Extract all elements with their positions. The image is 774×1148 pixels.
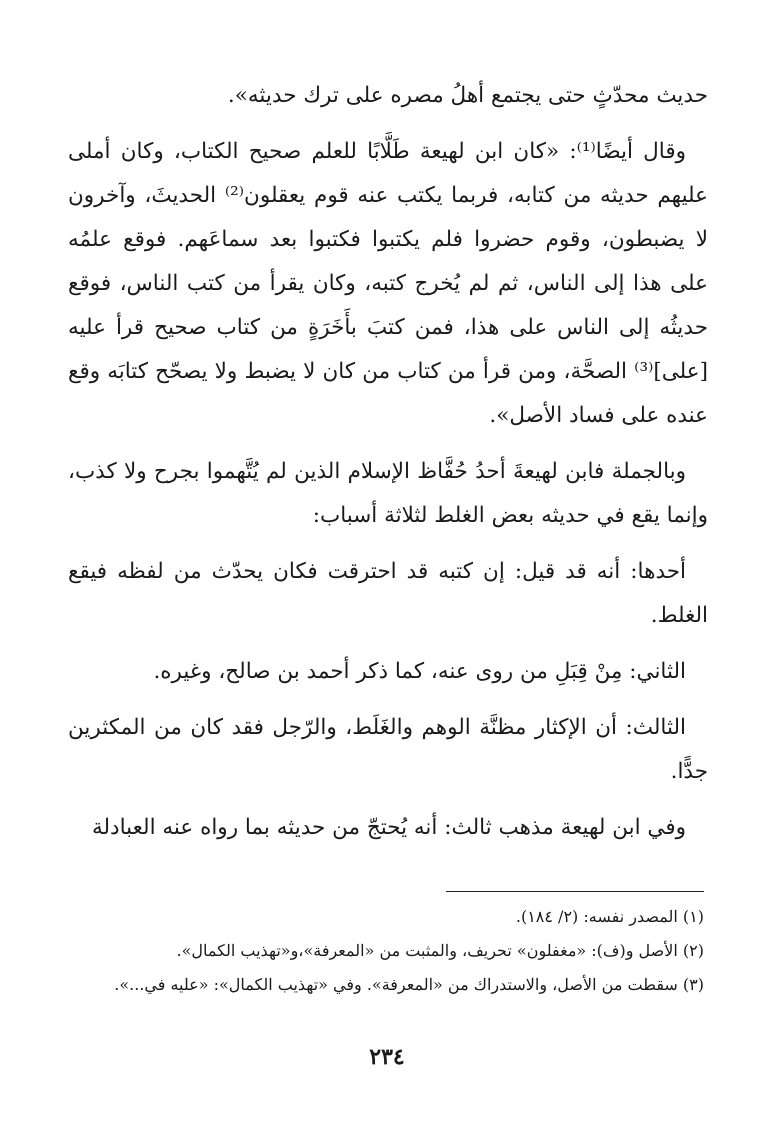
- paragraph-reason-three: الثالث: أن الإكثار مظنَّة الوهم والغَلَط، والرّجل فقد كان من المكثرين جدًّا.: [68, 715, 708, 784]
- main-text: [68, 74, 708, 862]
- paragraph-third-school: وفي ابن لهيعة مذهب ثالث: أنه يُحتجّ من حديثه بما رواه عنه العبادلة: [91, 815, 686, 840]
- paragraph-reason-two: الثاني: مِنْ قِبَلِ من روى عنه، كما ذكر أحمد بن صالح، وغيره.: [153, 659, 686, 684]
- page-number: ٢٣٤: [369, 1044, 405, 1070]
- footnotes: [60, 900, 704, 1002]
- paragraph-quote-end: حديث محدّثٍ حتى يجتمع أهلُ مصره على ترك حديثه».: [227, 83, 708, 108]
- footnote-divider: [446, 891, 704, 892]
- footnote-1: (١) المصدر نفسه: (٢/ ١٨٤).: [515, 907, 704, 926]
- paragraph-also-said: وقال أيضًا⁽¹⁾: «كان ابن لهيعة طَلَّابًا للعلم صحيح الكتاب، وكان أملى عليهم حديثه من كتابه، فربما يكتب عنه قوم يعقلون⁽²⁾ الحديثَ، وآخرون لا يضبطون، وقوم حضروا فلم يكتبوا فكتبوا بعد سماعَهم. فوقع علمُه على هذا إلى الناس، ثم لم يُخرج كتبه، وكان يقرأ من كتب الناس، فوقع حديثُه إلى الناس على هذا، فمن كتبَ بأَخَرَةٍ من كتاب صحيح قرأ عليه [على]⁽³⁾ الصحَّة، ومن قرأ من كتاب من كان لا يضبط ولا يصحّح كتابَه وقع عنده على فساد الأصل».: [68, 139, 709, 428]
- footnote-2: (٢) الأصل و(ف): «مغفلون» تحريف، والمثبت من «المعرفة»،و«تهذيب الكمال».: [176, 941, 704, 960]
- paragraph-reason-one: أحدها: أنه قد قيل: إن كتبه قد احترقت فكان يحدّث من لفظه فيقع الغلط.: [68, 559, 708, 628]
- footnote-3: (٣) سقطت من الأصل، والاستدراك من «المعرفة». وفي «تهذيب الكمال»: «عليه في...».: [114, 975, 704, 994]
- paragraph-in-summary: وبالجملة فابن لهيعةَ أحدُ حُفَّاظ الإسلام الذين لم يُتَّهموا بجرح ولا كذب، وإنما يقع في حديثه بعض الغلط لثلاثة أسباب:: [68, 459, 708, 528]
